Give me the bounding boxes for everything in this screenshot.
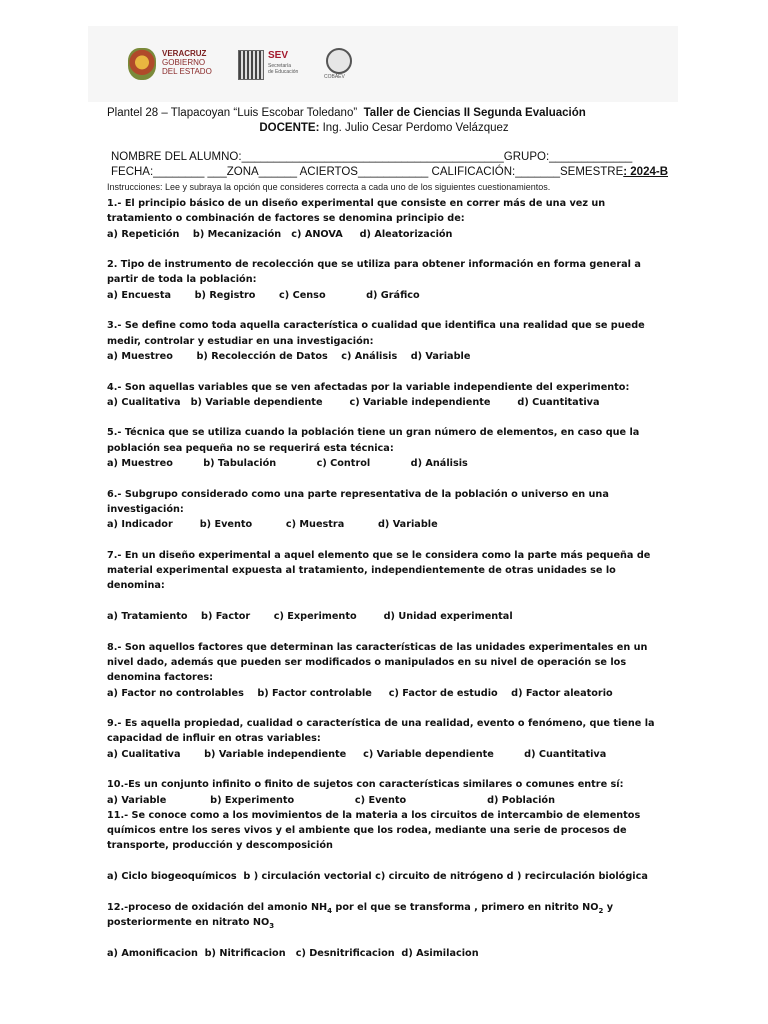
questions-list xyxy=(107,196,667,961)
question-6-options[interactable]: a) Indicador b) Evento c) Muestra d) Variable xyxy=(107,519,438,531)
sev-logo-sub1: Secretaría xyxy=(268,63,292,69)
sev-logo-sub2: de Educación xyxy=(268,69,299,75)
question-9-options[interactable]: a) Cualitativa b) Variable independiente c) Variable dependiente d) Cuantitativa xyxy=(107,748,607,760)
veracruz-logo xyxy=(128,48,248,84)
question-10: 10.-Es un conjunto infinito o finito de sujetos con características similares o comunes entre sí: xyxy=(107,779,624,791)
docente-name: Ing. Julio Cesar Perdomo Velázquez xyxy=(322,122,509,134)
question-11-options[interactable]: a) Ciclo biogeoquímicos b ) circulación vectorial c) circuito de nitrógeno d ) recirculación biológica xyxy=(107,871,648,883)
teacher-line xyxy=(0,122,768,134)
logos-banner xyxy=(88,26,678,102)
docente-label: DOCENTE: xyxy=(259,122,320,134)
question-8: 8.- Son aquellos factores que determinan las características de las unidades experimentales en un nivel dado, además que pueden ser modificados o manipulados en su nivel de operación se los denomina factores: xyxy=(107,641,648,684)
question-9: 9.- Es aquella propiedad, cualidad o característica de una realidad, evento o fenómeno, que tiene la capacidad de influir en otras variables: xyxy=(107,718,655,745)
veracruz-logo-line2: GOBIERNO xyxy=(162,58,206,67)
question-2: 2. Tipo de instrumento de recolección que se utiliza para obtener información en forma general a partir de toda la población: xyxy=(107,259,641,286)
question-12: 12.-proceso de oxidación del amonio $NH_4$ por el que se transforma , primero en nitrito $NO_2$ y posteriormente en nitrato $NO_3$ xyxy=(107,901,614,930)
instructions: Instrucciones: Lee y subraya la opción que consideres correcta a cada uno de los siguientes cuestionamientos. xyxy=(107,182,551,192)
exam-title: Taller de Ciencias II Segunda Evaluación xyxy=(363,107,586,119)
semestre-value: : 2024-B xyxy=(623,166,669,178)
question-5: 5.- Técnica que se utiliza cuando la población tiene un gran número de elementos, en caso que la población sea pequeña no se requerirá esta técnica: xyxy=(107,427,640,454)
sev-emblem-icon xyxy=(238,50,264,80)
question-4-options[interactable]: a) Cualitativa b) Variable dependiente c) Variable independiente d) Cuantitativa xyxy=(107,396,600,408)
question-8-options[interactable]: a) Factor no controlables b) Factor controlable c) Factor de estudio d) Factor aleatorio xyxy=(107,687,613,699)
student-name-field[interactable]: NOMBRE DEL ALUMNO:_________________________________________GRUPO:_____________ xyxy=(111,151,633,163)
question-12-options[interactable]: a) Amonificacion b) Nitrificacion c) Desnitrificacion d) Asimilacion xyxy=(107,947,479,959)
question-10-options[interactable]: a) Variable b) Experimento c) Evento d) Población xyxy=(107,794,555,806)
question-1: 1.- El principio básico de un diseño experimental que consiste en correr más de una vez un tratamiento o combinación de factores se denomina principio de: xyxy=(107,198,606,225)
cobaev-emblem-icon xyxy=(326,48,352,74)
state-seal-icon xyxy=(128,48,156,80)
veracruz-logo-line3: DEL ESTADO xyxy=(162,67,212,76)
fecha-zona-aciertos-label: FECHA:________ ___ZONA______ ACIERTOS___________ CALIFICACIÓN:_______SEMESTRE xyxy=(111,166,624,178)
question-3-options[interactable]: a) Muestreo b) Recolección de Datos c) Análisis d) Variable xyxy=(107,350,471,362)
question-5-options[interactable]: a) Muestreo b) Tabulación c) Control d) Análisis xyxy=(107,458,468,470)
sev-logo-name: SEV xyxy=(268,50,289,61)
question-6: 6.- Subgrupo considerado como una parte representativa de la población o universo en una investigación: xyxy=(107,488,609,515)
question-3: 3.- Se define como toda aquella característica o cualidad que identifica una realidad que se puede medir, controlar y estudiar en una investigación: xyxy=(107,320,645,347)
cobaev-logo-name: COBAEV xyxy=(324,74,345,80)
date-score-fields[interactable] xyxy=(111,166,668,178)
cobaev-logo xyxy=(324,46,352,86)
school-header xyxy=(107,107,586,119)
sev-logo xyxy=(238,48,324,84)
question-2-options[interactable]: a) Encuesta b) Registro c) Censo d) Gráfico xyxy=(107,289,420,301)
question-7-options[interactable]: a) Tratamiento b) Factor c) Experimento d) Unidad experimental xyxy=(107,611,513,623)
veracruz-logo-line1: VERACRUZ xyxy=(162,49,207,58)
school-name: Plantel 28 – Tlapacoyan “Luis Escobar Toledano” xyxy=(107,107,358,119)
question-11: 11.- Se conoce como a los movimientos de la materia a los circuitos de intercambio de elementos químicos entre los seres vivos y el ambiente que los rodea, mediante una serie de procesos de transporte, producción y descomposición xyxy=(107,809,641,852)
question-4: 4.- Son aquellas variables que se ven afectadas por la variable independiente del experimento: xyxy=(107,381,630,393)
question-1-options[interactable]: a) Repetición b) Mecanización c) ANOVA d) Aleatorización xyxy=(107,228,453,240)
question-7: 7.- En un diseño experimental a aquel elemento que se le considera como la parte más pequeña de material experimental expuesta al tratamiento, independientemente de otras unidades se lo denomina: xyxy=(107,549,651,592)
